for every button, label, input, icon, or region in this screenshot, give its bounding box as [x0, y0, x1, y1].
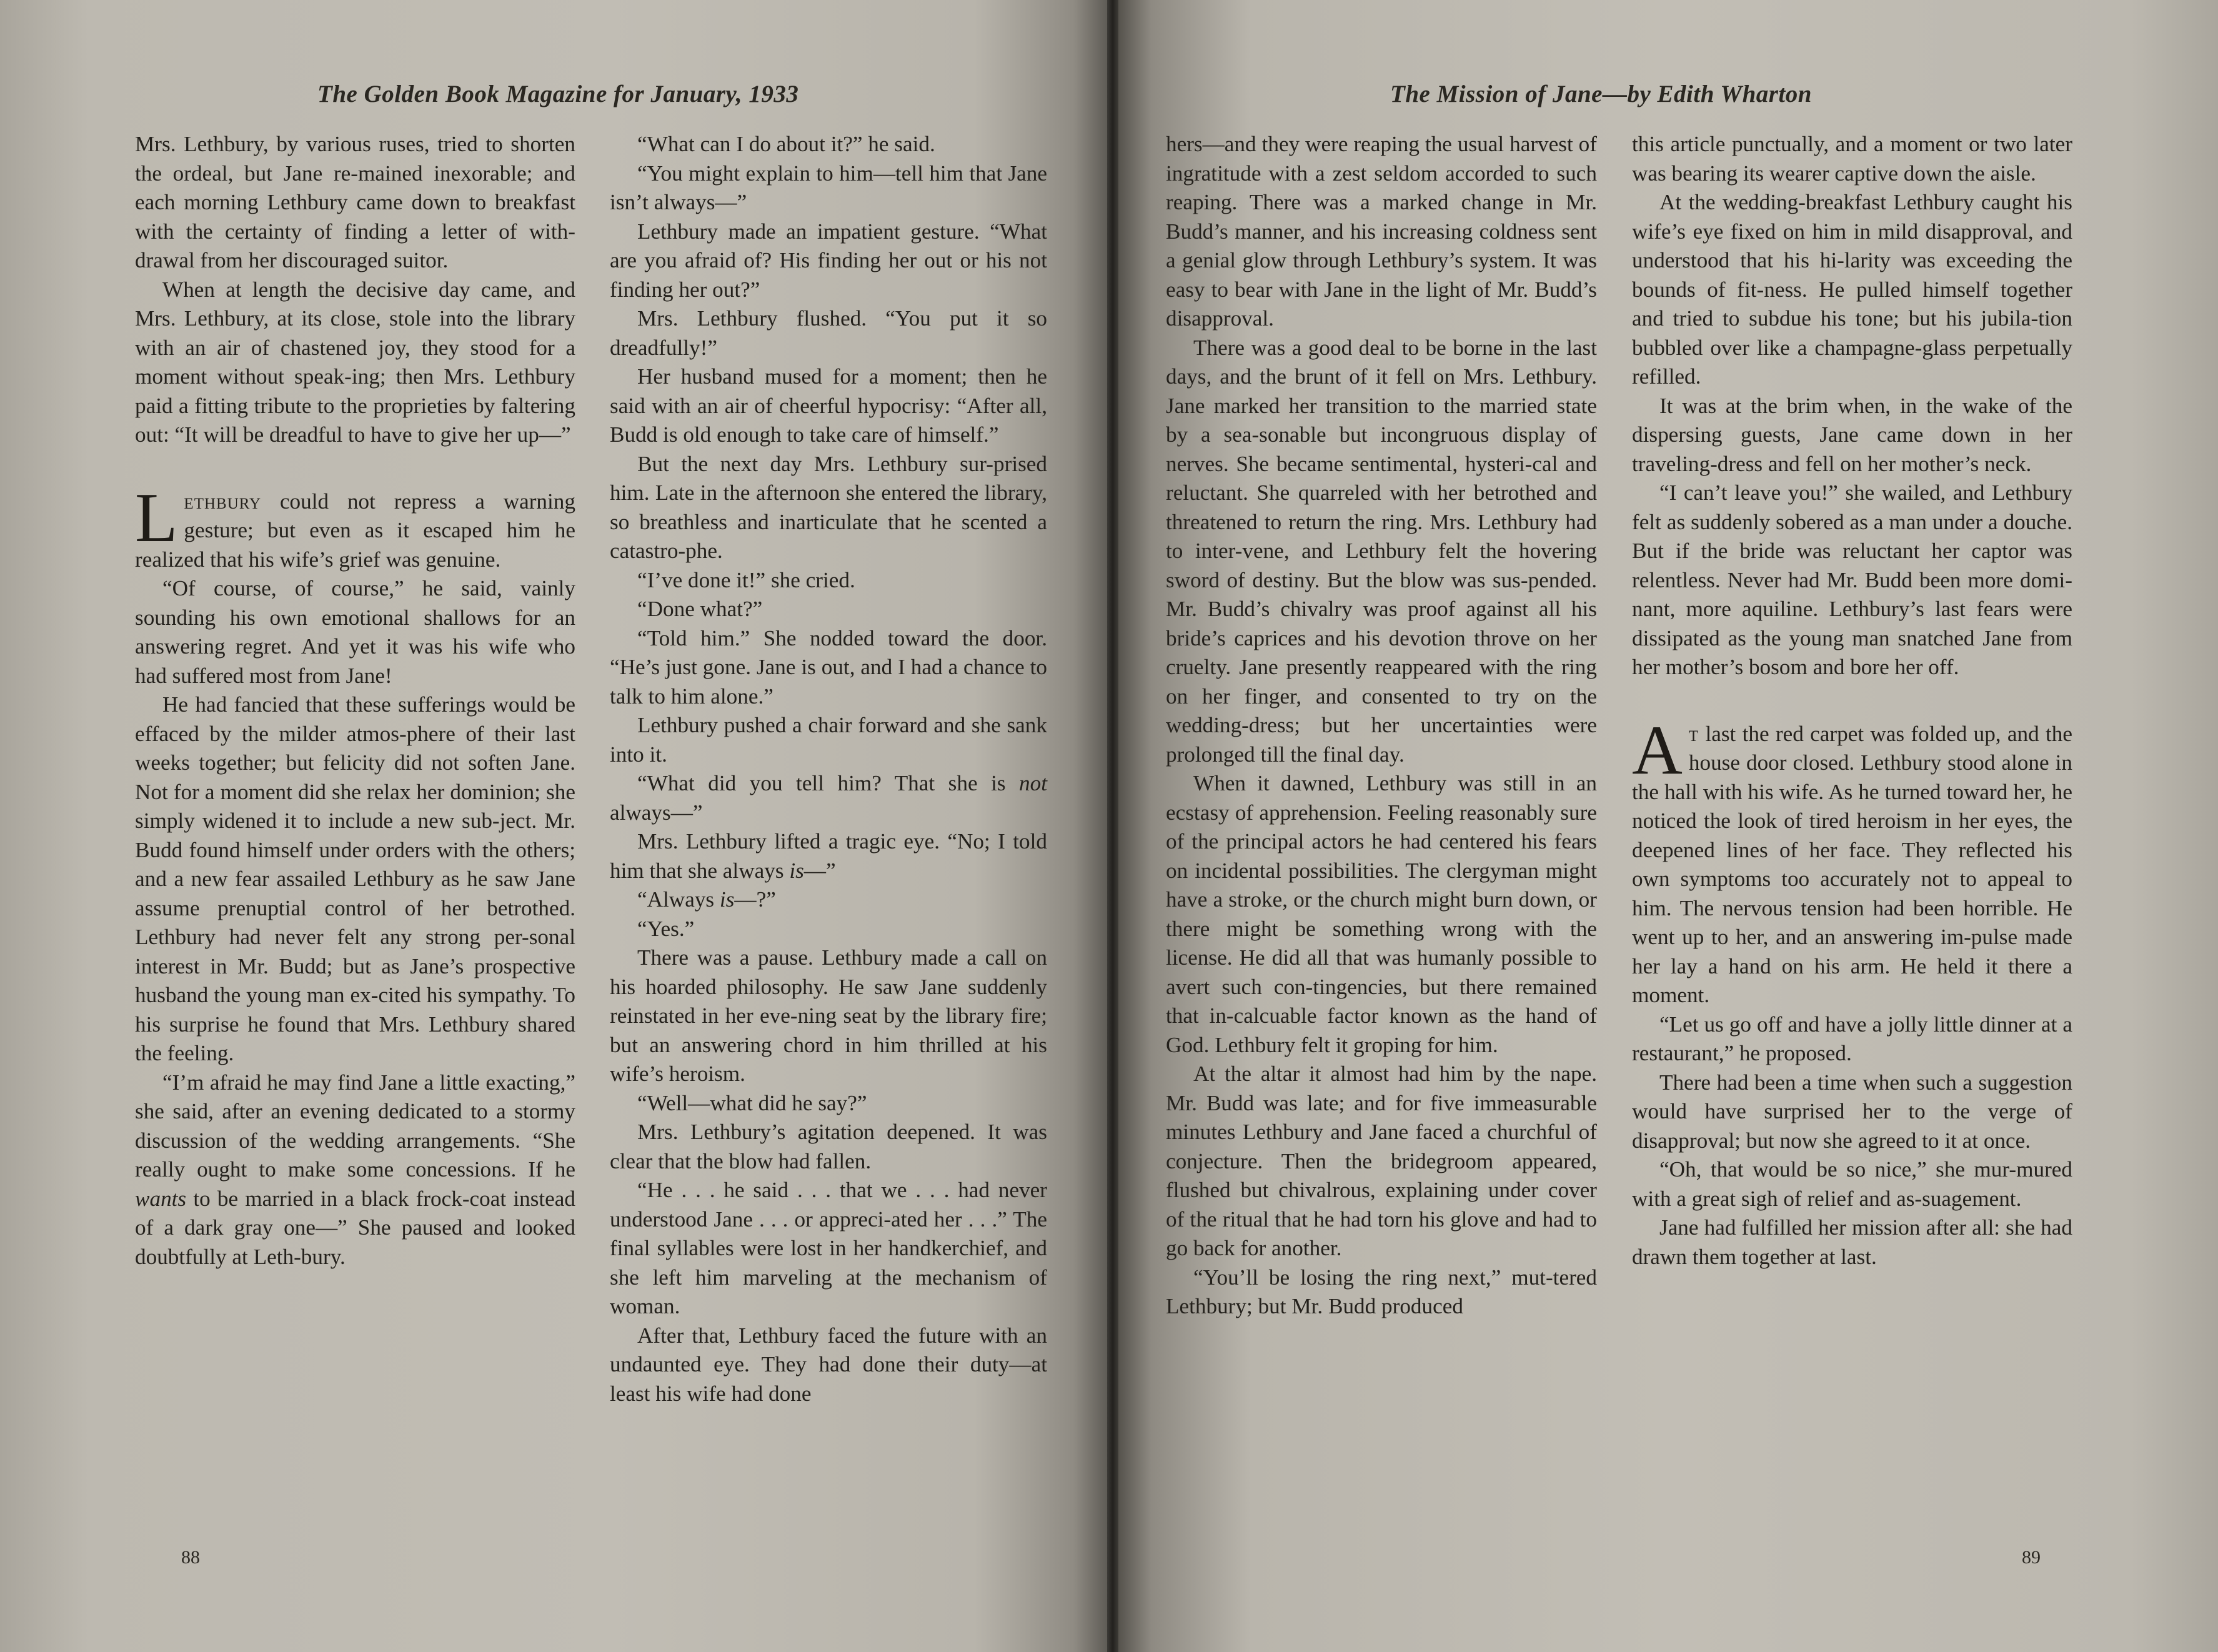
running-head-right: The Mission of Jane—by Edith Wharton [1390, 81, 1813, 107]
paragraph: “Well—what did he say?” [637, 1090, 867, 1115]
left-column-2 [610, 130, 1047, 1408]
paragraph: It was at the brim when, in the wake of the dispersing guests, Jane came down in her traveling-dress and fell on her mother’s neck. [1632, 393, 2072, 476]
paragraph: Her husband mused for a moment; then he said with an air of cheerful hypocrisy: “After all, Budd is old enough to take care of himself.” [610, 364, 1047, 447]
paragraph: There was a good deal to be borne in the last days, and the brunt of it fell on Mrs. Lethbury. Jane marked her transition to the married state by a sea-sonable but incongruous display of nerves. She became sentimental, hysteri-cal and reluctant. She quarreled with her betrothed and threatened to return the ring. Mrs. Lethbury had to inter-vene, and Lethbury felt the hovering sword of destiny. But the blow was sus-pended. Mr. Budd’s chivalry was proof against all his bride’s caprices and his devotion throve on her cruelty. Jane presently reappeared with the ring on her finger, and consented to try on the wedding-dress; but her uncertainties were prolonged till the final day. [1166, 335, 1597, 767]
paragraph: After that, Lethbury faced the future with an undaunted eye. They had done their duty—at least his wife had done [610, 1323, 1047, 1406]
paragraph-text: last the red carpet was folded up, and the house door closed. Lethbury stood alone in the hall with his wife. As he turned toward her, he noticed the look of tired heroism in her eyes, the deepened lines of her face. They reflected his own symptoms too accurately not to appeal to him. The nervous tension had been horrible. He went up to her, and an answering im-pulse made her lay a hand on his arm. He held it there a moment. [1632, 721, 2072, 1007]
paragraph: Mrs. Lethbury, by various ruses, tried to shorten the ordeal, but Jane re-mained inexorable; and each morning Lethbury came down to breakfast with the certainty of finding a letter of with-drawal from her discouraged suitor. [135, 132, 575, 272]
paragraph-text: “What did you tell him? That she is [637, 771, 1020, 795]
paragraph: “Oh, that would be so nice,” she mur-mured with a great sigh of relief and as-suagement. [1632, 1157, 2072, 1211]
paragraph: “I can’t leave you!” she wailed, and Lethbury felt as suddenly sobered as a man under a douche. But if the bride was reluctant her captor was relentless. Never had Mr. Budd been more domi-nant, more aquiline. Lethbury’s last fears were dissipated as the young man snatched Jane from her mother’s bosom and bore her off. [1632, 480, 2072, 679]
paragraph: When at length the decisive day came, and Mrs. Lethbury, at its close, stole into the library with an air of chastened joy, they stood for a moment without speak-ing; then Mrs. Lethbury paid a fitting tribute to the proprieties by faltering out: “It will be dreadful to have to give her up—” [135, 277, 575, 447]
left-column-1 [135, 130, 575, 1271]
right-column-1 [1166, 130, 1597, 1321]
paragraph: “Yes.” [637, 916, 695, 941]
paragraph-text: always—” [610, 800, 703, 825]
page-number-left: 88 [181, 1547, 200, 1568]
section-opening-paragraph [1632, 711, 2072, 1010]
paragraph: Jane had fulfilled her mission after all: she had drawn them together at last. [1632, 1215, 2072, 1269]
paragraph: Lethbury pushed a chair forward and she sank into it. [610, 713, 1047, 767]
paragraph: There was a pause. Lethbury made a call on his hoarded philosophy. He saw Jane suddenly reinstated in her eve-ning seat by the library fire; but an answering chord in him thrilled at his wife’s heroism. [610, 945, 1047, 1086]
paragraph: “You might explain to him—tell him that Jane isn’t always—” [610, 161, 1047, 214]
paragraph: “Done what?” [637, 597, 763, 621]
book-gutter [1107, 0, 1118, 1652]
page-number-right: 89 [2022, 1547, 2041, 1568]
paragraph: At the wedding-breakfast Lethbury caught his wife’s eye fixed on him in mild disapproval, and understood that his hi-larity was exceeding the bounds of fit-ness. He pulled himself together and tried to subdue his tone; but his jubila-tion bubbled over like a champagne-glass perpetually refilled. [1632, 190, 2072, 389]
drop-cap: L [135, 479, 178, 557]
paragraph: Mrs. Lethbury’s agitation deepened. It was clear that the blow had fallen. [610, 1120, 1047, 1173]
paragraph: “He . . . he said . . . that we . . . had never understood Jane . . . or appreci-ated her . . .” The final syllables were lost in her handkerchief, and she left him marveling at the mechanism of woman. [610, 1178, 1047, 1318]
paragraph-text: —?” [734, 887, 776, 912]
paragraph-text: to be married in a black frock-coat instead of a dark gray one—” She paused and looked doubtfully at Leth-bury. [135, 1186, 575, 1269]
paragraph-text: Mrs. Lethbury lifted a tragic eye. “No; I told him that she always [610, 829, 1047, 883]
paragraph: But the next day Mrs. Lethbury sur-prised him. Late in the afternoon she entered the library, so breathless and inarticulate that he scented a catastro-phe. [610, 451, 1047, 563]
small-caps-word: t [1688, 721, 1699, 746]
paragraph [610, 769, 1047, 827]
italic-word: wants [135, 1186, 187, 1211]
paragraph-text: “Always [637, 887, 720, 912]
paragraph: this article punctually, and a moment or two later was bearing its wearer captive down the aisle. [1632, 132, 2072, 186]
left-page [0, 0, 1107, 1652]
italic-word: not [1019, 771, 1047, 795]
paragraph [610, 885, 1047, 915]
small-caps-word: ethbury [184, 489, 262, 514]
paragraph: hers—and they were reaping the usual harvest of ingratitude with a zest seldom accorded to such reaping. There was a marked change in Mr. Budd’s manner, and his increasing coldness sent a genial glow through Lethbury’s system. It was easy to bear with Jane in the light of Mr. Budd’s disapproval. [1166, 132, 1597, 331]
drop-cap: A [1632, 711, 1683, 789]
paragraph-text: —” [803, 858, 836, 883]
paragraph: He had fancied that these sufferings would be effaced by the milder atmos-phere of their last weeks together; but felicity did not soften Jane. Not for a moment did she relax her dominion; she simply widened it to include a new sub-ject. Mr. Budd found himself under orders with the others; and a new fear assailed Lethbury as he saw Jane assume prenuptial control of her betrothed. Lethbury had never felt any strong per-sonal interest in Mr. Budd; but as Jane’s prospective husband the young man ex-cited his sympathy. To his surprise he found that Mrs. Lethbury shared the feeling. [135, 692, 575, 1065]
paragraph: There had been a time when such a suggestion would have surprised her to the verge of disapproval; but now she agreed to it at once. [1632, 1070, 2072, 1153]
paragraph: Lethbury made an impatient gesture. “What are you afraid of? His finding her out or his not finding her out?” [610, 219, 1047, 302]
paragraph: “Let us go off and have a jolly little dinner at a restaurant,” he proposed. [1632, 1012, 2072, 1065]
paragraph [610, 827, 1047, 885]
italic-word: is [719, 887, 735, 912]
paragraph: When it dawned, Lethbury was still in an ecstasy of apprehension. Feeling reasonably sure of the principal actors he had centered his fears on incidental possibilities. The clergyman might have a stroke, or the church might burn down, or there might be something wrong with the license. He did all that was humanly possible to avert such con-tingencies, but there remained that in-calcuable factor known as the hand of God. Lethbury felt it groping for him. [1166, 771, 1597, 1057]
paragraph: “You’ll be losing the ring next,” mut-tered Lethbury; but Mr. Budd produced [1166, 1265, 1597, 1318]
paragraph-text: “I’m afraid he may find Jane a little exacting,” she said, after an evening dedicated to a stormy discussion of the wedding arrangements. “She really ought to make some concessions. If he [135, 1070, 575, 1182]
paragraph: “Of course, of course,” he said, vainly sounding his own emotional shallows for an answering regret. And yet it was his wife who had suffered most from Jane! [135, 576, 575, 688]
paragraph: Mrs. Lethbury flushed. “You put it so dreadfully!” [610, 306, 1047, 360]
right-page [1118, 0, 2218, 1652]
paragraph: “What can I do about it?” he said. [637, 132, 935, 156]
right-column-2 [1632, 130, 2072, 1271]
paragraph: “Told him.” She nodded toward the door. “He’s just gone. Jane is out, and I had a chance to talk to him alone.” [610, 625, 1047, 709]
paragraph-text: could not repress a warning gesture; but even as it escaped him he realized that his wife’s grief was genuine. [135, 489, 575, 572]
paragraph: At the altar it almost had him by the nape. Mr. Budd was late; and for five immeasurable minutes Lethbury and Jane faced a churchful of conjecture. Then the bridegroom appeared, flushed but chivalrous, explaining under cover of the ritual that he had torn his glove and had to go back for another. [1166, 1062, 1597, 1260]
paragraph: “I’ve done it!” she cried. [637, 567, 855, 592]
italic-word: is [789, 858, 804, 883]
paragraph [135, 1068, 575, 1272]
running-head-left: The Golden Book Magazine for January, 1933 [317, 81, 799, 107]
section-opening-paragraph [135, 479, 575, 575]
